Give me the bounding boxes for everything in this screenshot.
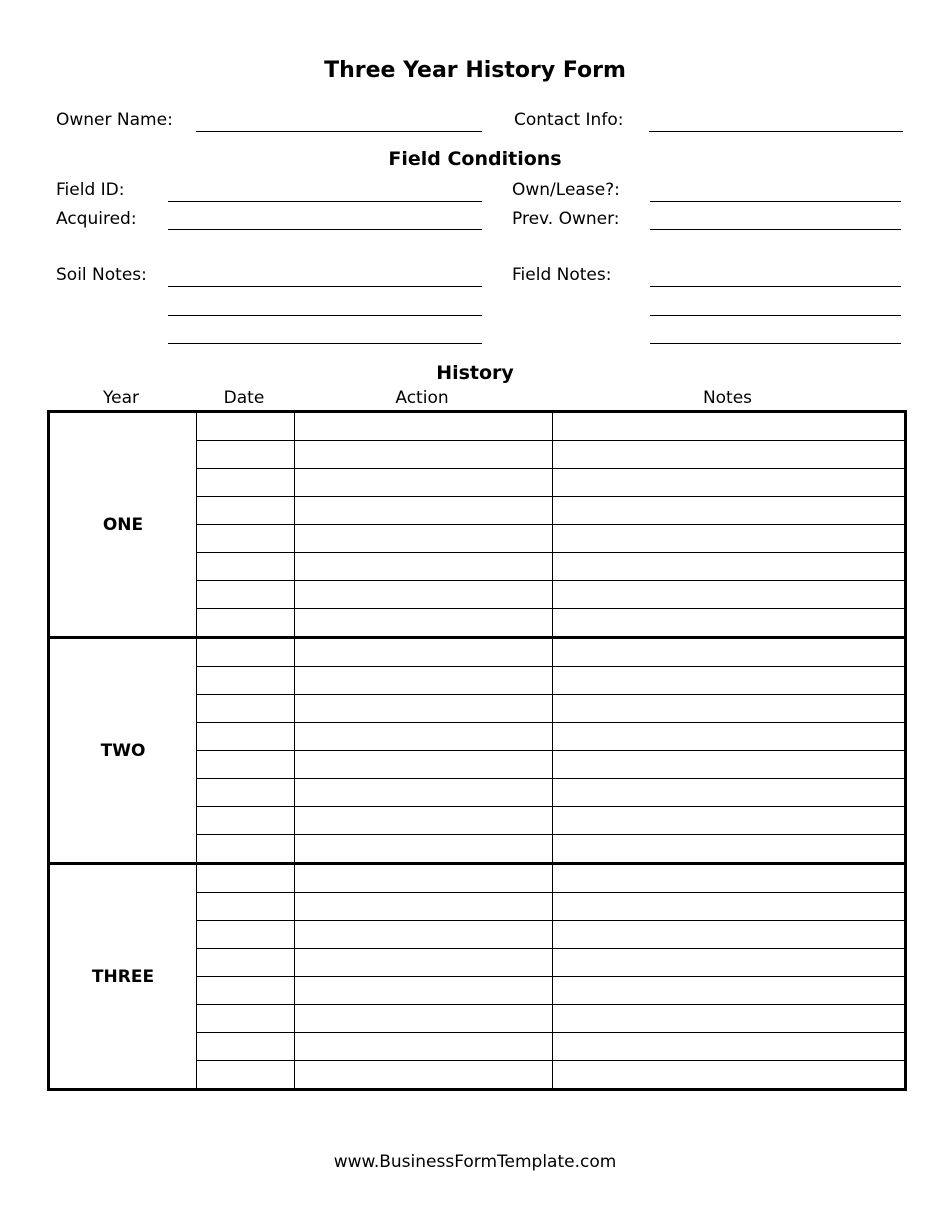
form-title: Three Year History Form xyxy=(324,58,626,83)
date-cell[interactable] xyxy=(197,695,295,723)
action-cell[interactable] xyxy=(295,497,553,525)
date-cell[interactable] xyxy=(197,667,295,695)
soil-notes-line-1[interactable] xyxy=(168,286,482,287)
notes-cell[interactable] xyxy=(553,1061,906,1090)
contact-info-label: Contact Info: xyxy=(514,110,624,130)
action-cell[interactable] xyxy=(295,581,553,609)
action-cell[interactable] xyxy=(295,835,553,864)
contact-info-field[interactable] xyxy=(649,131,903,132)
history-heading: History xyxy=(436,362,514,384)
action-cell[interactable] xyxy=(295,1005,553,1033)
date-cell[interactable] xyxy=(197,412,295,441)
action-cell[interactable] xyxy=(295,695,553,723)
action-cell[interactable] xyxy=(295,723,553,751)
notes-cell[interactable] xyxy=(553,779,906,807)
history-table xyxy=(47,410,907,1091)
notes-cell[interactable] xyxy=(553,609,906,638)
date-cell[interactable] xyxy=(197,581,295,609)
action-cell[interactable] xyxy=(295,949,553,977)
soil-notes-line-2[interactable] xyxy=(168,315,482,316)
notes-cell[interactable] xyxy=(553,807,906,835)
notes-cell[interactable] xyxy=(553,723,906,751)
notes-cell[interactable] xyxy=(553,835,906,864)
footer-website: www.BusinessFormTemplate.com xyxy=(333,1152,617,1172)
action-cell[interactable] xyxy=(295,441,553,469)
action-cell[interactable] xyxy=(295,412,553,441)
date-cell[interactable] xyxy=(197,949,295,977)
date-cell[interactable] xyxy=(197,864,295,893)
year-label: ONE xyxy=(49,412,197,638)
action-cell[interactable] xyxy=(295,667,553,695)
notes-cell[interactable] xyxy=(553,412,906,441)
action-cell[interactable] xyxy=(295,525,553,553)
owner-name-label: Owner Name: xyxy=(56,110,173,130)
action-cell[interactable] xyxy=(295,779,553,807)
notes-cell[interactable] xyxy=(553,581,906,609)
year-group xyxy=(49,638,906,864)
acquired-field[interactable] xyxy=(168,229,482,230)
action-cell[interactable] xyxy=(295,609,553,638)
date-cell[interactable] xyxy=(197,779,295,807)
column-header-year: Year xyxy=(103,388,139,408)
action-cell[interactable] xyxy=(295,1033,553,1061)
notes-cell[interactable] xyxy=(553,667,906,695)
field-notes-line-3[interactable] xyxy=(650,343,901,344)
notes-cell[interactable] xyxy=(553,1033,906,1061)
notes-cell[interactable] xyxy=(553,695,906,723)
notes-cell[interactable] xyxy=(553,949,906,977)
own-lease-field[interactable] xyxy=(650,201,901,202)
year-group xyxy=(49,412,906,638)
notes-cell[interactable] xyxy=(553,497,906,525)
table-row xyxy=(49,412,906,441)
notes-cell[interactable] xyxy=(553,921,906,949)
notes-cell[interactable] xyxy=(553,751,906,779)
date-cell[interactable] xyxy=(197,1005,295,1033)
soil-notes-line-3[interactable] xyxy=(168,343,482,344)
field-conditions-heading: Field Conditions xyxy=(388,148,562,170)
notes-cell[interactable] xyxy=(553,977,906,1005)
field-notes-line-2[interactable] xyxy=(650,315,901,316)
notes-cell[interactable] xyxy=(553,525,906,553)
prev-owner-field[interactable] xyxy=(650,229,901,230)
action-cell[interactable] xyxy=(295,1061,553,1090)
date-cell[interactable] xyxy=(197,807,295,835)
date-cell[interactable] xyxy=(197,525,295,553)
date-cell[interactable] xyxy=(197,723,295,751)
acquired-label: Acquired: xyxy=(56,209,137,229)
year-label: THREE xyxy=(49,864,197,1090)
date-cell[interactable] xyxy=(197,638,295,667)
table-row xyxy=(49,638,906,667)
field-notes-label: Field Notes: xyxy=(512,265,612,285)
action-cell[interactable] xyxy=(295,553,553,581)
notes-cell[interactable] xyxy=(553,1005,906,1033)
notes-cell[interactable] xyxy=(553,441,906,469)
notes-cell[interactable] xyxy=(553,893,906,921)
date-cell[interactable] xyxy=(197,835,295,864)
date-cell[interactable] xyxy=(197,497,295,525)
notes-cell[interactable] xyxy=(553,864,906,893)
own-lease-label: Own/Lease?: xyxy=(512,180,620,200)
date-cell[interactable] xyxy=(197,751,295,779)
year-label: TWO xyxy=(49,638,197,864)
column-header-notes: Notes xyxy=(702,388,753,408)
date-cell[interactable] xyxy=(197,1061,295,1090)
column-header-date: Date xyxy=(223,388,265,408)
action-cell[interactable] xyxy=(295,469,553,497)
action-cell[interactable] xyxy=(295,893,553,921)
date-cell[interactable] xyxy=(197,1033,295,1061)
notes-cell[interactable] xyxy=(553,553,906,581)
prev-owner-label: Prev. Owner: xyxy=(512,209,620,229)
year-group xyxy=(49,864,906,1090)
date-cell[interactable] xyxy=(197,441,295,469)
date-cell[interactable] xyxy=(197,553,295,581)
table-row xyxy=(49,864,906,893)
date-cell[interactable] xyxy=(197,469,295,497)
date-cell[interactable] xyxy=(197,609,295,638)
owner-name-field[interactable] xyxy=(196,131,482,132)
action-cell[interactable] xyxy=(295,921,553,949)
soil-notes-label: Soil Notes: xyxy=(56,265,147,285)
notes-cell[interactable] xyxy=(553,638,906,667)
action-cell[interactable] xyxy=(295,751,553,779)
notes-cell[interactable] xyxy=(553,469,906,497)
date-cell[interactable] xyxy=(197,921,295,949)
action-cell[interactable] xyxy=(295,638,553,667)
action-cell[interactable] xyxy=(295,977,553,1005)
date-cell[interactable] xyxy=(197,977,295,1005)
column-header-action: Action xyxy=(395,388,449,408)
field-notes-line-1[interactable] xyxy=(650,286,901,287)
date-cell[interactable] xyxy=(197,893,295,921)
action-cell[interactable] xyxy=(295,807,553,835)
field-id-field[interactable] xyxy=(168,201,482,202)
field-id-label: Field ID: xyxy=(56,180,125,200)
action-cell[interactable] xyxy=(295,864,553,893)
